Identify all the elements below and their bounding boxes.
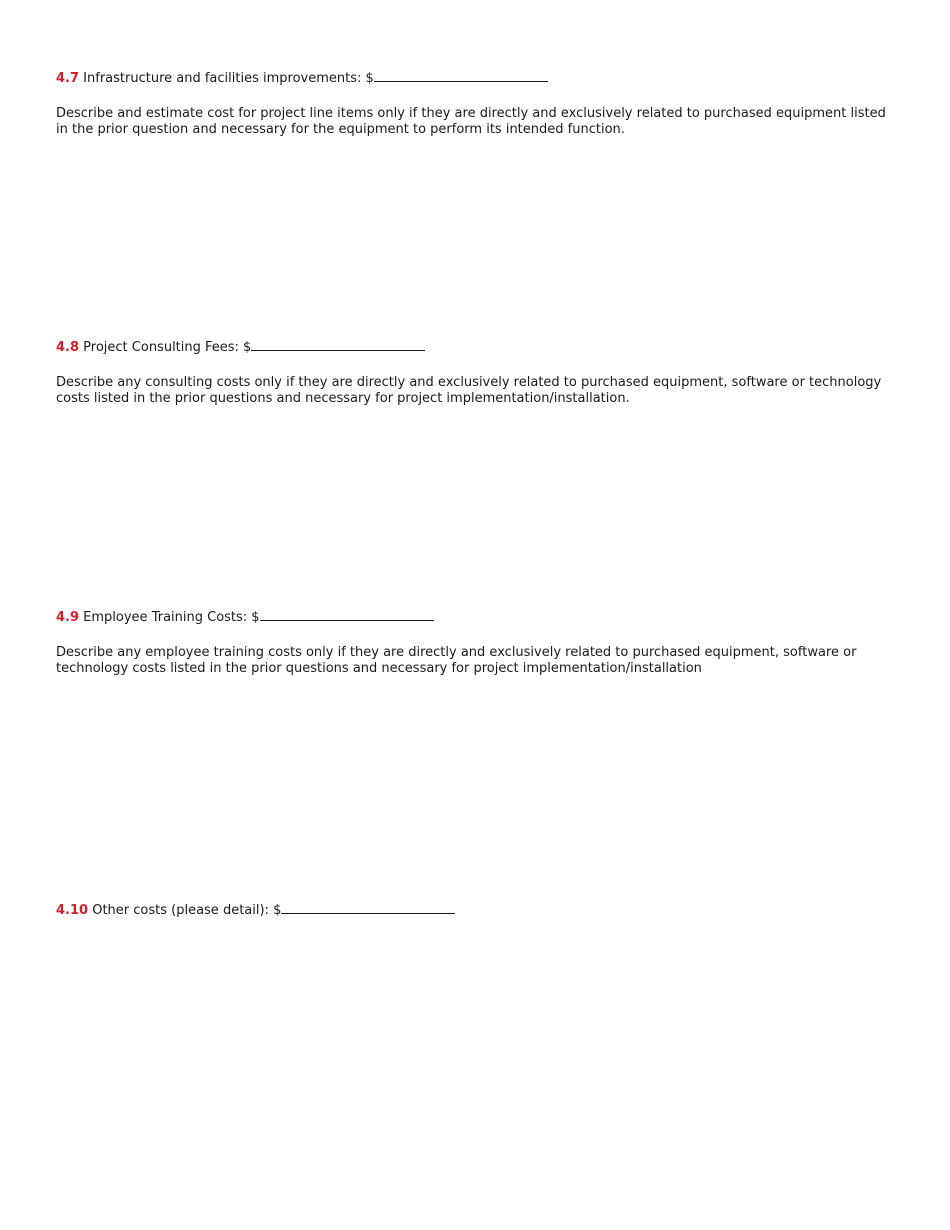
- question-label: Infrastructure and facilities improvements: $: [83, 71, 374, 86]
- question-description: Describe and estimate cost for project line items only if they are directly and exclusively related to purchased equipment listed in the prior question and necessary for the equipment to perform its intended function.: [56, 106, 886, 137]
- question-number: 4.9: [56, 610, 80, 625]
- question-number: 4.7: [56, 71, 80, 86]
- question-label: Other costs (please detail): $: [92, 903, 282, 918]
- amount-blank-line[interactable]: [251, 338, 425, 351]
- amount-blank-line[interactable]: [374, 69, 548, 82]
- section-4-8: [56, 338, 896, 407]
- amount-blank-line[interactable]: [260, 608, 434, 621]
- question-number: 4.10: [56, 903, 89, 918]
- question-heading: [56, 338, 896, 357]
- section-4-9: [56, 608, 896, 677]
- question-label: Employee Training Costs: $: [83, 610, 260, 625]
- question-heading: [56, 901, 896, 920]
- question-label: Project Consulting Fees: $: [83, 340, 252, 355]
- section-4-10: [56, 901, 896, 920]
- amount-blank-line[interactable]: [281, 901, 455, 914]
- question-heading: [56, 608, 896, 627]
- question-description: Describe any employee training costs only if they are directly and exclusively related to purchased equipment, software or technology costs listed in the prior questions and necessary for project implementation/installation: [56, 645, 857, 676]
- section-4-7: [56, 69, 896, 138]
- question-number: 4.8: [56, 340, 80, 355]
- question-heading: [56, 69, 896, 88]
- question-description: Describe any consulting costs only if they are directly and exclusively related to purchased equipment, software or technology costs listed in the prior questions and necessary for project implementation/installation.: [56, 375, 882, 406]
